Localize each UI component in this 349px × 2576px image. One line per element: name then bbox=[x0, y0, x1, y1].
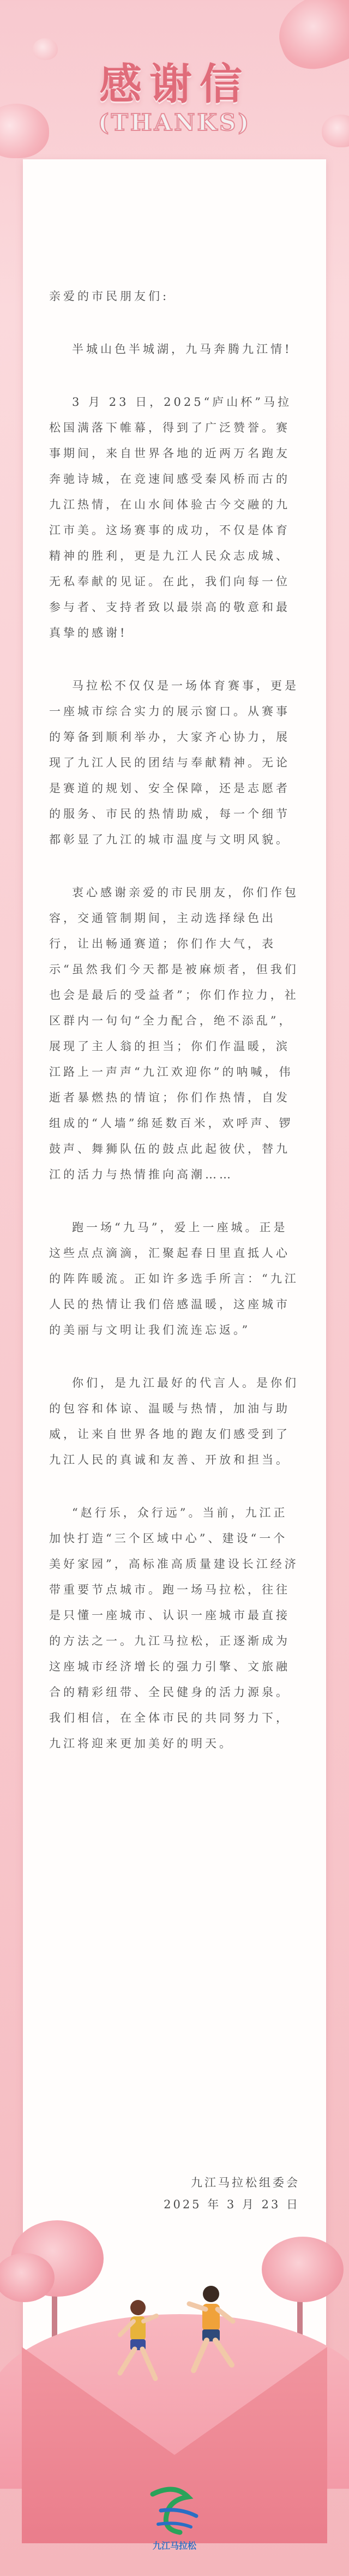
runner-woman-icon bbox=[106, 2297, 166, 2389]
logo-text: 九江马拉松 bbox=[152, 2541, 197, 2551]
letter-salutation: 亲爱的市民朋友们: bbox=[49, 290, 170, 303]
signature-organization: 九江马拉松组委会 bbox=[191, 2176, 300, 2189]
letter-paragraph-2: 3 月 23 日，2025“庐山杯”马拉松国满落下帷幕，得到了广泛赞誉。赛事期间，来自世界各地的近两万名跑友奔驰诗城，在竞速间感受秦风桥而古的九江热情，在山水间体验古今交融的九江市美。这场赛事的成功，不仅是体育精神的胜利，更是九江人民众志成城、无私奉献的见证。在此，我们向每一位参与者、支持者致以最崇高的敬意和最真挚的感谢! bbox=[49, 396, 292, 639]
letter-body bbox=[49, 284, 300, 1784]
letter-paragraph-1: 半城山色半城湖，九马奔腾九江情! bbox=[72, 343, 292, 356]
letter-paragraph-6: 你们，是九江最好的代言人。是你们的包容和体谅、温暖与热情，加油与助威，让来自世界各地的跑友们感受到了九江人民的真诚和友善、开放和担当。 bbox=[49, 1376, 299, 1466]
letter-paragraph-3: 马拉松不仅仅是一场体育赛事，更是一座城市综合实力的展示窗口。从赛事的筹备到顺利举办，大家齐心协力，展现了九江人民的团结与奉献精神。无论是赛道的规划、安全保障，还是志愿者的服务、市民的热情助威，每一个细节都彰显了九江的城市温度与文明风貌。 bbox=[49, 679, 299, 846]
jiujiang-marathon-logo-icon bbox=[136, 2478, 213, 2554]
page-subtitle: (THANKS) bbox=[98, 109, 251, 136]
letter-paragraph-4: 衷心感谢亲爱的市民朋友，你们作包容，交通管制期间，主动选择绿色出行，让出畅通赛道；你们作大气，表示“虽然我们今天都是被麻烦者，但我们也会是最后的受益者”；你们作拉力，社区群内一句句“全力配合，绝不添乱”，展现了主人翁的担当；你们作温暖，滨江路上一声声“九江欢迎你”的呐喊，伟逝者暴燃热的情谊；你们作热情，自发组成的“人墙”绵延数百米，欢呼声、锣鼓声、舞狮队伍的鼓点此起彼伏，替九江的活力与热情推向高潮…… bbox=[49, 886, 299, 1181]
letter-paragraph-5: 跑一场“九马”，爱上一座城。正是这些点点滴滴，汇聚起春日里直抵人心的阵阵暖流。正如许多选手所言：“九江人民的热情让我们倍感温暖，这座城市的美丽与文明让我们流连忘返。” bbox=[49, 1221, 299, 1337]
runner-man-icon bbox=[177, 2283, 243, 2384]
page-title: 感谢信 bbox=[99, 59, 250, 109]
letter-paragraph-7: “赵行乐，众行远”。当前，九江正加快打造“三个区域中心”、建设“一个美好家园”，高标准高质量建设长江经济带重要节点城市。跑一场马拉松，往往是只懂一座城市、认识一座城市最直接的方法之一。九江马拉松，正逐渐成为这座城市经济增长的强力引擎、文旅融合的精彩纽带、全民健身的活力源泉。我们相信，在全体市民的共同努力下，九江将迎来更加美好的明天。 bbox=[49, 1506, 299, 1750]
blossom-tree-right bbox=[262, 2237, 344, 2302]
signature-date: 2025 年 3 月 23 日 bbox=[164, 2198, 300, 2211]
